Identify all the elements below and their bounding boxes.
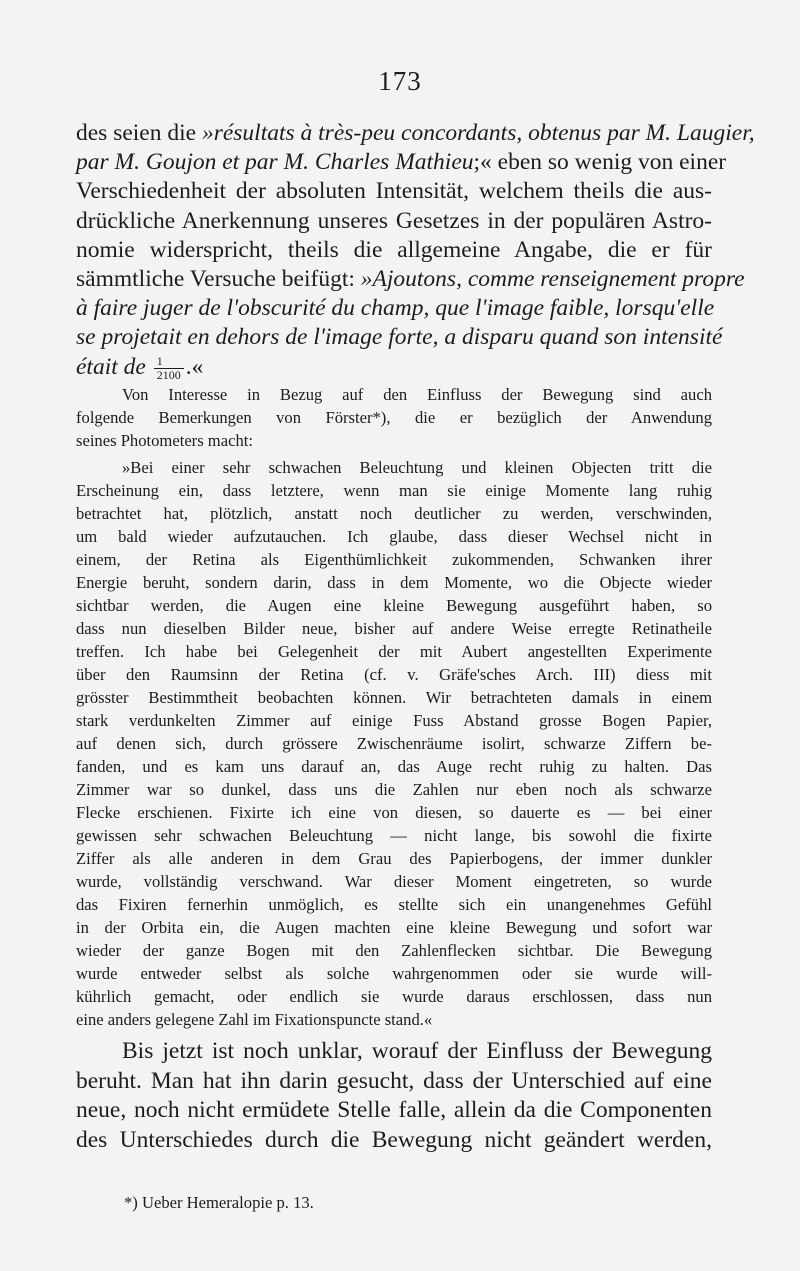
- text-line: drückliche Anerkennung unseres Gesetzes in der populären Astro-: [76, 207, 712, 234]
- text-line: Erscheinung ein, dass letztere, wenn man sie einige Momente lang ruhig: [76, 481, 712, 500]
- text-line: à faire juger de l'obscurité du champ, que l'image faible, lorsqu'elle: [76, 295, 715, 322]
- text-line: auf denen sich, durch grössere Zwischenräume isolirt, schwarze Ziffern be-: [76, 734, 712, 753]
- paragraph-2: [76, 384, 712, 452]
- text-line: über den Raumsinn der Retina (cf. v. Gräfe'sches Arch. III) diess mit: [76, 665, 712, 684]
- text-line: betrachtet hat, plötzlich, anstatt noch deutlicher zu werden, verschwinden,: [76, 504, 712, 523]
- fraction-denominator: 2100: [156, 367, 181, 382]
- text-line: des seien die »résultats à très-peu concordants, obtenus par M. Laugier,: [76, 120, 755, 146]
- text-line: des Unterschiedes durch die Bewegung nicht geändert werden,: [76, 1126, 712, 1153]
- text-line: Von Interesse in Bezug auf den Einfluss der Bewegung sind auch: [122, 385, 712, 404]
- text-line: grösster Bestimmtheit beobachten können. Wir betrachteten damals in einem: [76, 688, 712, 707]
- text-line: sämmtliche Versuche beifügt: »Ajoutons, comme renseignement propre: [76, 265, 745, 292]
- text-line: in der Orbita ein, die Augen machten eine kleine Bewegung und sofort war: [76, 918, 712, 937]
- text-line: folgende Bemerkungen von Förster*), die er bezüglich der Anwendung: [76, 407, 712, 427]
- block-quote: [76, 456, 712, 1031]
- text-line: par M. Goujon et par M. Charles Mathieu;« eben so wenig von einer: [76, 149, 727, 176]
- footnote: *) Ueber Hemeralopie p. 13.: [124, 1193, 314, 1212]
- text-line: eine anders gelegene Zahl im Fixationspuncte stand.«: [76, 1010, 433, 1029]
- text-line: neue, noch nicht ermüdete Stelle falle, allein da die Componenten: [76, 1097, 712, 1123]
- text-line: das Fixiren fernerhin unmöglich, es stellte sich ein unangenehmes Gefühl: [76, 895, 712, 914]
- text-line: Zimmer war so dunkel, dass uns die Zahlen nur eben noch als schwarze: [76, 780, 712, 799]
- page-number: 173: [378, 66, 422, 96]
- text-line: beruht. Man hat ihn darin gesucht, dass der Unterschied auf eine: [76, 1067, 712, 1094]
- text-line: se projetait en dehors de l'image forte, a disparu quand son intensité: [76, 324, 723, 351]
- text-line: treffen. Ich habe bei Gelegenheit der mit Aubert angestellten Experimente: [76, 642, 712, 661]
- text-line: Energie beruht, sondern darin, dass in dem Momente, wo die Objecte wieder: [76, 573, 712, 592]
- fraction: [154, 355, 184, 382]
- text-line: wurde, vollständig verschwand. War dieser Moment eingetreten, so wurde: [76, 872, 712, 891]
- text-line: sichtbar werden, die Augen eine kleine Bewegung ausgeführt haben, so: [76, 596, 712, 615]
- text-line: seines Photometers macht:: [76, 430, 253, 450]
- text-line: était de $\frac{1}{2100}$ .«: [76, 353, 204, 382]
- text-line: einem, der Retina als Eigenthümlichkeit zukommenden, Schwanken ihrer: [76, 550, 712, 569]
- text-line: stark verdunkelten Zimmer auf einige Fuss Abstand grosse Bogen Papier,: [76, 711, 712, 730]
- text-line: »Bei einer sehr schwachen Beleuchtung und kleinen Objecten tritt die: [122, 458, 712, 477]
- text-line: kührlich gemacht, oder endlich sie wurde daraus erschlossen, dass nun: [76, 987, 712, 1006]
- text-line: Bis jetzt ist noch unklar, worauf der Einfluss der Bewegung: [122, 1038, 712, 1064]
- text-line: um bald wieder aufzutauchen. Ich glaube, dass dieser Wechsel nicht in: [76, 527, 712, 546]
- text-line: gewissen sehr schwachen Beleuchtung — nicht lange, bis sowohl die fixirte: [76, 826, 712, 845]
- text-line: fanden, und es kam uns darauf an, das Auge recht ruhig zu halten. Das: [76, 757, 712, 776]
- text-line: dass nun dieselben Bilder neue, bisher auf andere Weise erregte Retinatheile: [76, 619, 712, 638]
- text-line: nomie widerspricht, theils die allgemeine Angabe, die er für: [76, 236, 712, 263]
- text-line: Flecke erschienen. Fixirte ich eine von diesen, so dauerte es — bei einer: [76, 803, 712, 822]
- paragraph-1: [76, 119, 755, 382]
- text-line: Verschiedenheit der absoluten Intensität, welchem theils die aus-: [76, 178, 712, 205]
- text-line: Ziffer als alle anderen in dem Grau des Papierbogens, der immer dunkler: [76, 849, 712, 868]
- text-line: wurde entweder selbst als solche wahrgenommen oder sie wurde will-: [76, 964, 712, 983]
- paragraph-4: [76, 1037, 712, 1155]
- fraction-numerator: 1: [154, 355, 184, 369]
- text-line: wieder der ganze Bogen mit den Zahlenflecken sichtbar. Die Bewegung: [76, 941, 712, 960]
